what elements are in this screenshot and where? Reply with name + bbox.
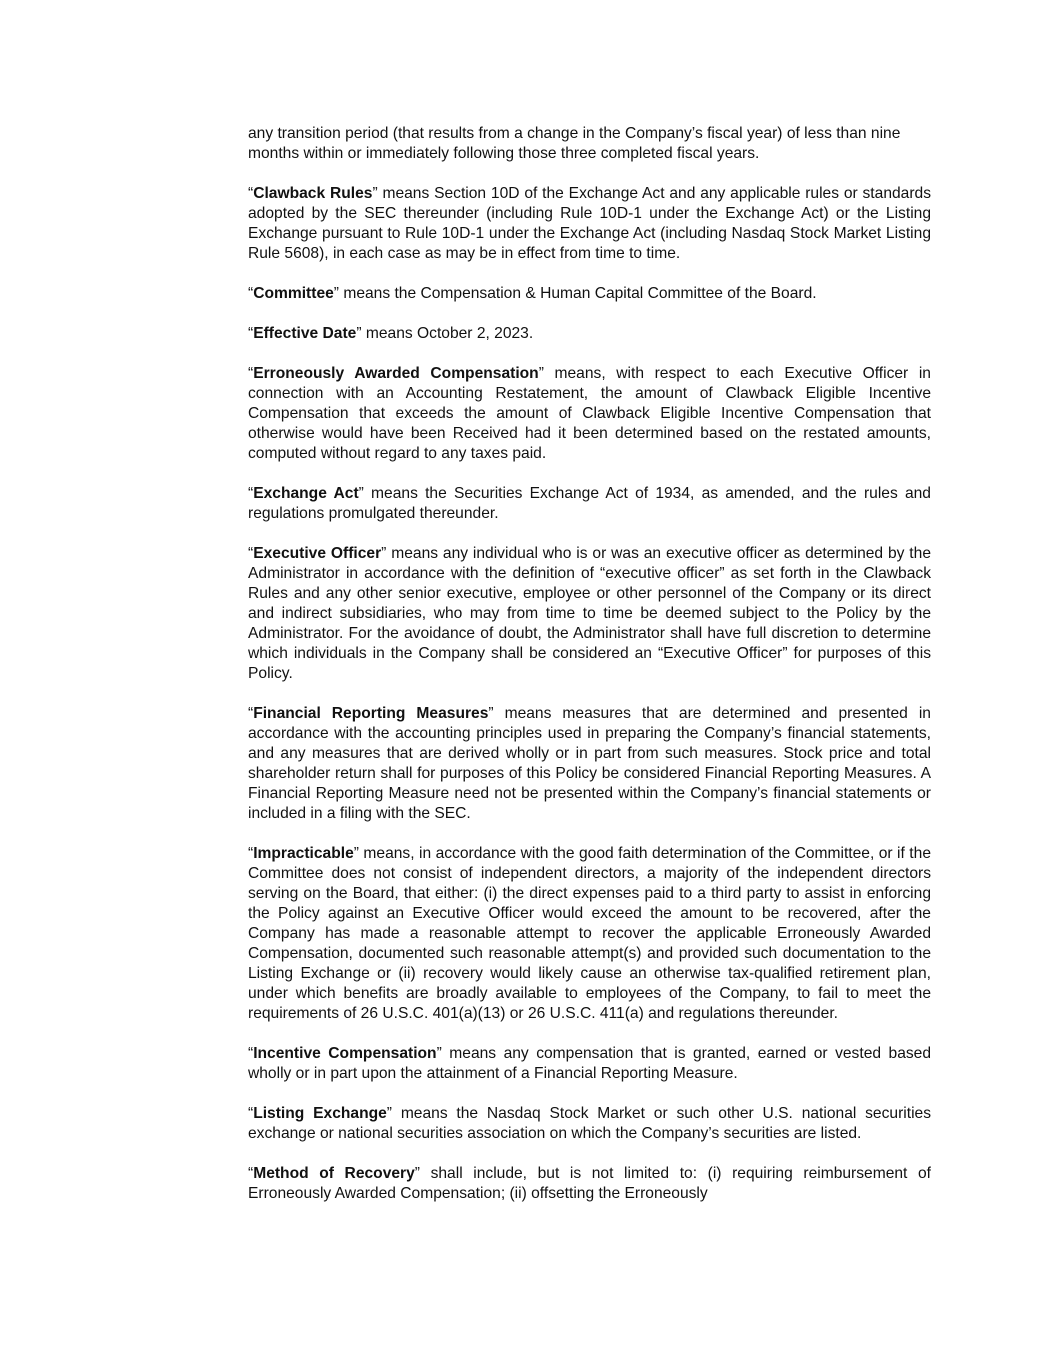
close-quote: ” xyxy=(358,485,364,502)
defined-term: Clawback Rules xyxy=(253,185,373,202)
definition-committee xyxy=(248,284,931,304)
defined-term: Effective Date xyxy=(253,325,357,342)
open-quote: “ xyxy=(248,325,254,342)
definition-effective-date xyxy=(248,324,931,344)
definition-text: means, in accordance with the good faith determination of the Committee, or if the Committee does not consist of independent directors, a majority of the independent directors serving on the Board, that either: (i) the direct expenses paid to a third party to assist in enforcing the Policy against an Executive Officer would exceed the amount to be recovered, after the Company has made a reasonable attempt to recover the applicable Erroneously Awarded Compensation, documented such reasonable attempt(s) and provided such documentation to the Listing Exchange or (ii) recovery would likely cause an otherwise tax-qualified retirement plan, under which benefits are broadly available to employees of the Company, to fail to meet the requirements of 26 U.S.C. 401(a)(13) or 26 U.S.C. 411(a) and regulations thereunder. xyxy=(248,845,931,1022)
definition-listing-exchange xyxy=(248,1104,931,1144)
open-quote: “ xyxy=(248,845,254,862)
close-quote: ” xyxy=(436,1045,442,1062)
close-quote: ” xyxy=(353,845,359,862)
definition-exchange-act xyxy=(248,484,931,524)
open-quote: “ xyxy=(248,1105,254,1122)
paragraph-transition-period xyxy=(248,124,931,164)
open-quote: “ xyxy=(248,185,254,202)
open-quote: “ xyxy=(248,285,254,302)
close-quote: ” xyxy=(372,185,378,202)
defined-term: Impracticable xyxy=(253,845,354,862)
paragraph-text: any transition period (that results from a change in the Company’s fiscal year) of less than nine months within or immediately following those three completed fiscal years. xyxy=(248,125,901,162)
open-quote: “ xyxy=(248,545,254,562)
definition-text: shall include, but is not limited to: (i) requiring reimbursement of Erroneously Awarded Compensation; (ii) offsetting the Erroneously xyxy=(248,1165,931,1202)
defined-term: Erroneously Awarded Compensation xyxy=(253,365,539,382)
defined-term: Committee xyxy=(253,285,334,302)
definition-erroneously-awarded-compensation xyxy=(248,364,931,464)
definition-impracticable xyxy=(248,844,931,1024)
defined-term: Method of Recovery xyxy=(253,1165,415,1182)
defined-term: Financial Reporting Measures xyxy=(253,705,489,722)
defined-term: Incentive Compensation xyxy=(253,1045,437,1062)
close-quote: ” xyxy=(381,545,387,562)
definition-text: means Section 10D of the Exchange Act and any applicable rules or standards adopted by the SEC thereunder (including Rule 10D-1 under the Exchange Act) or the Listing Exchange pursuant to Rule 10D-1 under the Exchange Act (including Nasdaq Stock Market Listing Rule 5608), in each case as may be in effect from time to time. xyxy=(248,185,931,262)
defined-term: Exchange Act xyxy=(253,485,359,502)
definition-text: means measures that are determined and presented in accordance with the accounting principles used in preparing the Company’s financial statements, and any measures that are derived wholly or in part from such measures. Stock price and total shareholder return shall for purposes of this Policy be considered Financial Reporting Measures. A Financial Reporting Measure need not be presented within the Company’s financial statements or included in a filing with the SEC. xyxy=(248,705,931,822)
definition-text: means, with respect to each Executive Officer in connection with an Accounting Restatement, the amount of Clawback Eligible Incentive Compensation that exceeds the amount of Clawback Eligible Incentive Compensation that otherwise would have been Received had it been determined based on the restated amounts, computed without regard to any taxes paid. xyxy=(248,365,931,462)
open-quote: “ xyxy=(248,485,254,502)
definition-financial-reporting-measures xyxy=(248,704,931,824)
definition-executive-officer xyxy=(248,544,931,684)
close-quote: ” xyxy=(538,365,544,382)
close-quote: ” xyxy=(386,1105,392,1122)
definition-method-of-recovery xyxy=(248,1164,931,1204)
definition-text: means the Nasdaq Stock Market or such other U.S. national securities exchange or national securities association on which the Company’s securities are listed. xyxy=(248,1105,932,1142)
open-quote: “ xyxy=(248,705,254,722)
open-quote: “ xyxy=(248,365,254,382)
defined-term: Executive Officer xyxy=(253,545,382,562)
definition-text: means the Securities Exchange Act of 1934, as amended, and the rules and regulations promulgated thereunder. xyxy=(248,485,931,522)
definition-text: means the Compensation & Human Capital Committee of the Board. xyxy=(339,285,817,302)
defined-term: Listing Exchange xyxy=(253,1105,387,1122)
definition-text: means October 2, 2023. xyxy=(361,325,534,342)
close-quote: ” xyxy=(356,325,362,342)
open-quote: “ xyxy=(248,1045,254,1062)
close-quote: ” xyxy=(414,1165,420,1182)
document-body xyxy=(248,124,931,1224)
definition-incentive-compensation xyxy=(248,1044,931,1084)
definition-clawback-rules xyxy=(248,184,931,264)
open-quote: “ xyxy=(248,1165,254,1182)
close-quote: ” xyxy=(333,285,339,302)
definition-text: means any compensation that is granted, earned or vested based wholly or in part upon the attainment of a Financial Reporting Measure. xyxy=(248,1045,932,1082)
definition-text: means any individual who is or was an executive officer as determined by the Administrator in accordance with the definition of “executive officer” as set forth in the Clawback Rules and any other senior executive, employee or other personnel of the Company or its direct and indirect subsidiaries, who may from time to time be deemed subject to the Policy by the Administrator. For the avoidance of doubt, the Administrator shall have full discretion to determine which individuals in the Company shall be considered an “Executive Officer” for purposes of this Policy. xyxy=(248,545,931,682)
close-quote: ” xyxy=(488,705,494,722)
